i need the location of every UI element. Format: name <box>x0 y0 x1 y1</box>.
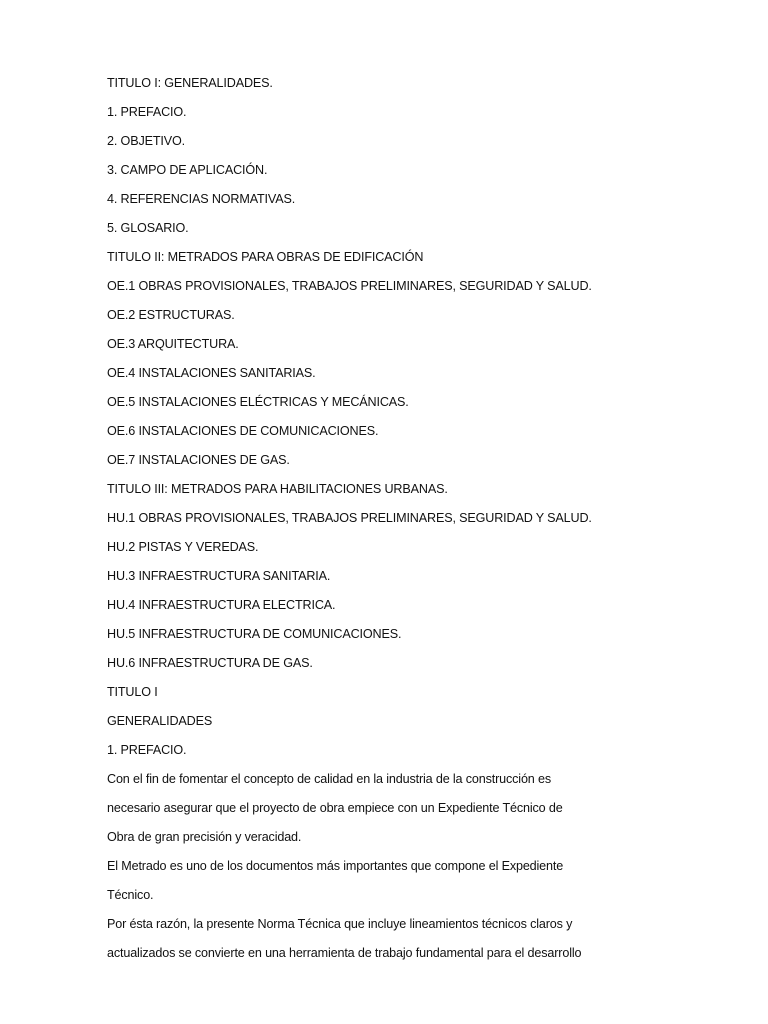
toc-item-oe2: OE.2 ESTRUCTURAS. <box>107 308 235 322</box>
paragraph-line: Por ésta razón, la presente Norma Técnica que incluye lineamientos técnicos claros y <box>107 917 573 931</box>
toc-title-2: TITULO II: METRADOS PARA OBRAS DE EDIFICACIÓN <box>107 250 424 264</box>
toc-item-oe3: OE.3 ARQUITECTURA. <box>107 337 239 351</box>
toc-item-referencias: 4. REFERENCIAS NORMATIVAS. <box>107 192 296 206</box>
paragraph-line: Con el fin de fomentar el concepto de calidad en la industria de la construcción es <box>107 772 552 786</box>
toc-item-hu1: HU.1 OBRAS PROVISIONALES, TRABAJOS PRELIMINARES, SEGURIDAD Y SALUD. <box>107 511 592 525</box>
toc-item-oe6: OE.6 INSTALACIONES DE COMUNICACIONES. <box>107 424 379 438</box>
toc-item-oe1: OE.1 OBRAS PROVISIONALES, TRABAJOS PRELIMINARES, SEGURIDAD Y SALUD. <box>107 279 592 293</box>
toc-item-hu3: HU.3 INFRAESTRUCTURA SANITARIA. <box>107 569 331 583</box>
toc-item-hu5: HU.5 INFRAESTRUCTURA DE COMUNICACIONES. <box>107 627 402 641</box>
toc-item-hu6: HU.6 INFRAESTRUCTURA DE GAS. <box>107 656 313 670</box>
document-body <box>107 73 747 972</box>
paragraph-line: Obra de gran precisión y veracidad. <box>107 830 302 844</box>
paragraph-line: necesario asegurar que el proyecto de obra empiece con un Expediente Técnico de <box>107 801 563 815</box>
toc-item-objetivo: 2. OBJETIVO. <box>107 134 185 148</box>
toc-item-prefacio: 1. PREFACIO. <box>107 105 187 119</box>
paragraph-line: Técnico. <box>107 888 154 902</box>
toc-title-1: TITULO I: GENERALIDADES. <box>107 76 273 90</box>
toc-title-3: TITULO III: METRADOS PARA HABILITACIONES URBANAS. <box>107 482 448 496</box>
section-heading: TITULO I <box>107 685 158 699</box>
toc-item-oe7: OE.7 INSTALACIONES DE GAS. <box>107 453 290 467</box>
toc-item-hu2: HU.2 PISTAS Y VEREDAS. <box>107 540 259 554</box>
paragraph-line: El Metrado es uno de los documentos más importantes que compone el Expediente <box>107 859 564 873</box>
section-subheading: GENERALIDADES <box>107 714 213 728</box>
toc-item-oe4: OE.4 INSTALACIONES SANITARIAS. <box>107 366 316 380</box>
toc-item-hu4: HU.4 INFRAESTRUCTURA ELECTRICA. <box>107 598 336 612</box>
toc-item-oe5: OE.5 INSTALACIONES ELÉCTRICAS Y MECÁNICAS. <box>107 395 409 409</box>
paragraph-line: actualizados se convierte en una herramienta de trabajo fundamental para el desarrollo <box>107 946 582 960</box>
toc-item-glosario: 5. GLOSARIO. <box>107 221 189 235</box>
toc-item-campo: 3. CAMPO DE APLICACIÓN. <box>107 163 268 177</box>
subsection-heading: 1. PREFACIO. <box>107 743 187 757</box>
